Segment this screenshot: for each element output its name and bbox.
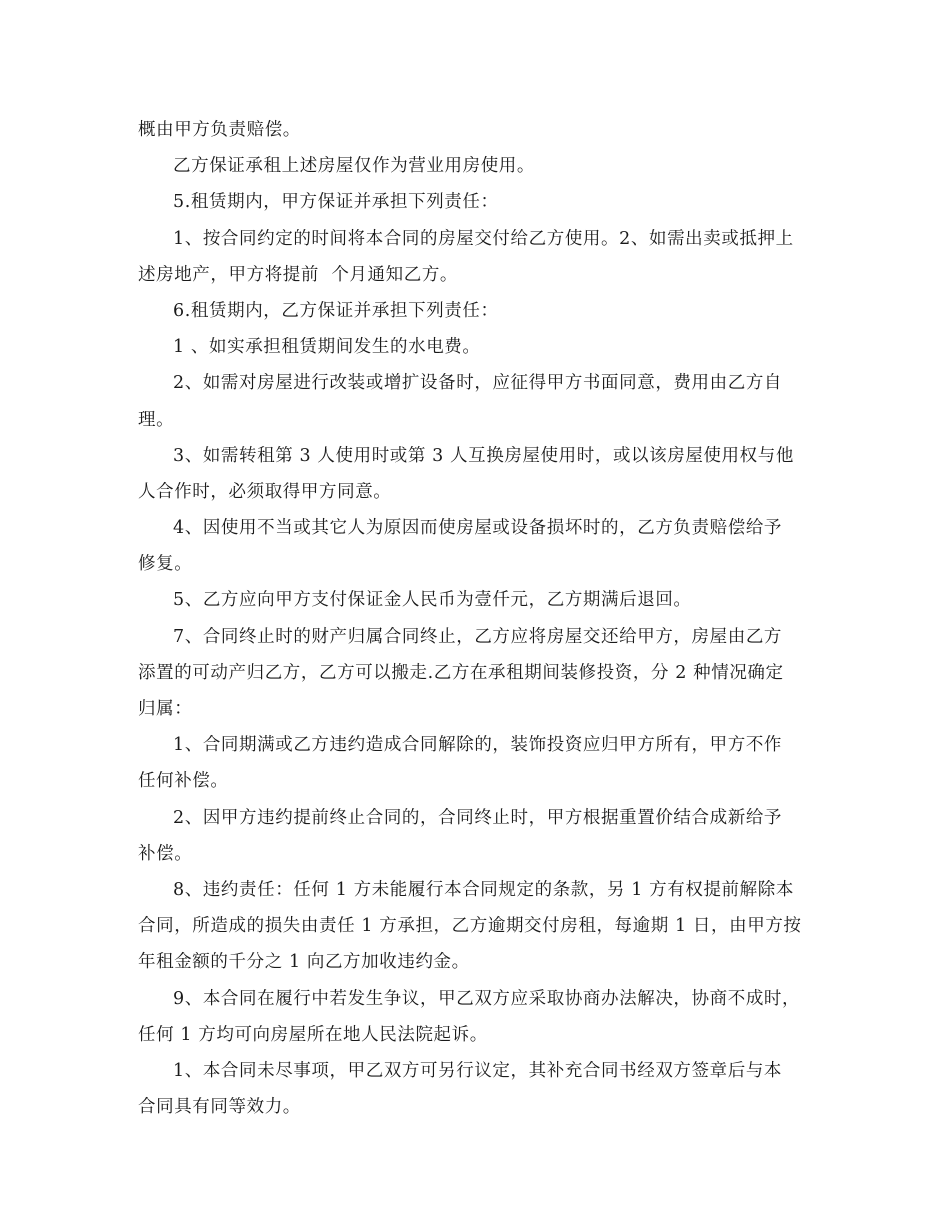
text-line: 2、因甲方违约提前终止合同的，合同终止时，甲方根据重置价结合成新给予	[173, 807, 783, 828]
text-line: 乙方保证承租上述房屋仅作为营业用房使用。	[173, 156, 535, 177]
text-line: 8、违约责任：任何 1 方未能履行本合同规定的条款，另 1 方有权提前解除本	[173, 879, 794, 900]
text-line: 理。	[138, 409, 175, 430]
text-line: 1、本合同未尽事项，甲乙双方可另行议定，其补充合同书经双方签章后与本	[173, 1060, 783, 1081]
text-line: 述房地产，甲方将提前 个月通知乙方。	[138, 264, 459, 285]
text-line: 9、本合同在履行中若发生争议，甲乙双方应采取协商办法解决，协商不成时，	[173, 988, 801, 1009]
text-line: 5、乙方应向甲方支付保证金人民币为壹仟元，乙方期满后退回。	[173, 590, 692, 611]
text-line: 任何 1 方均可向房屋所在地人民法院起诉。	[138, 1024, 488, 1045]
text-line: 概由甲方负责赔偿。	[138, 120, 301, 140]
text-line: 年租金额的千分之 1 向乙方加收违约金。	[138, 952, 470, 973]
text-line: 归属：	[138, 699, 193, 719]
text-line: 1 、如实承担租赁期间发生的水电费。	[173, 337, 481, 358]
text-line: 合同，所造成的损失由责任 1 方承担，乙方逾期交付房租，每逾期 1 日，由甲方按	[138, 916, 802, 937]
text-line: 2、如需对房屋进行改装或增扩设备时，应征得甲方书面同意，费用由乙方自	[173, 373, 783, 394]
text-line: 1、按合同约定的时间将本合同的房屋交付给乙方使用。2、如需出卖或抵押上	[173, 228, 794, 249]
text-line: 修复。	[138, 554, 193, 575]
text-line: 任何补偿。	[138, 771, 229, 792]
text-line: 1、合同期满或乙方违约造成合同解除的，装饰投资应归甲方所有，甲方不作	[173, 735, 783, 756]
text-line: 3、如需转租第 3 人使用时或第 3 人互换房屋使用时，或以该房屋使用权与他	[173, 445, 794, 466]
text-line: 人合作时，必须取得甲方同意。	[138, 481, 392, 502]
text-line: 补偿。	[138, 843, 193, 864]
text-line: 5.租赁期内，甲方保证并承担下列责任：	[173, 192, 499, 213]
text-line: 合同具有同等效力。	[138, 1097, 301, 1118]
text-line: 4、因使用不当或其它人为原因而使房屋或设备损坏时的，乙方负责赔偿给予	[173, 518, 783, 539]
document-body	[138, 112, 828, 1125]
text-line: 添置的可动产归乙方，乙方可以搬走.乙方在承租期间装修投资，分 2 种情况确定	[138, 662, 784, 683]
text-line: 6.租赁期内，乙方保证并承担下列责任：	[173, 300, 499, 321]
text-line: 7、合同终止时的财产归属合同终止，乙方应将房屋交还给甲方，房屋由乙方	[173, 626, 783, 647]
